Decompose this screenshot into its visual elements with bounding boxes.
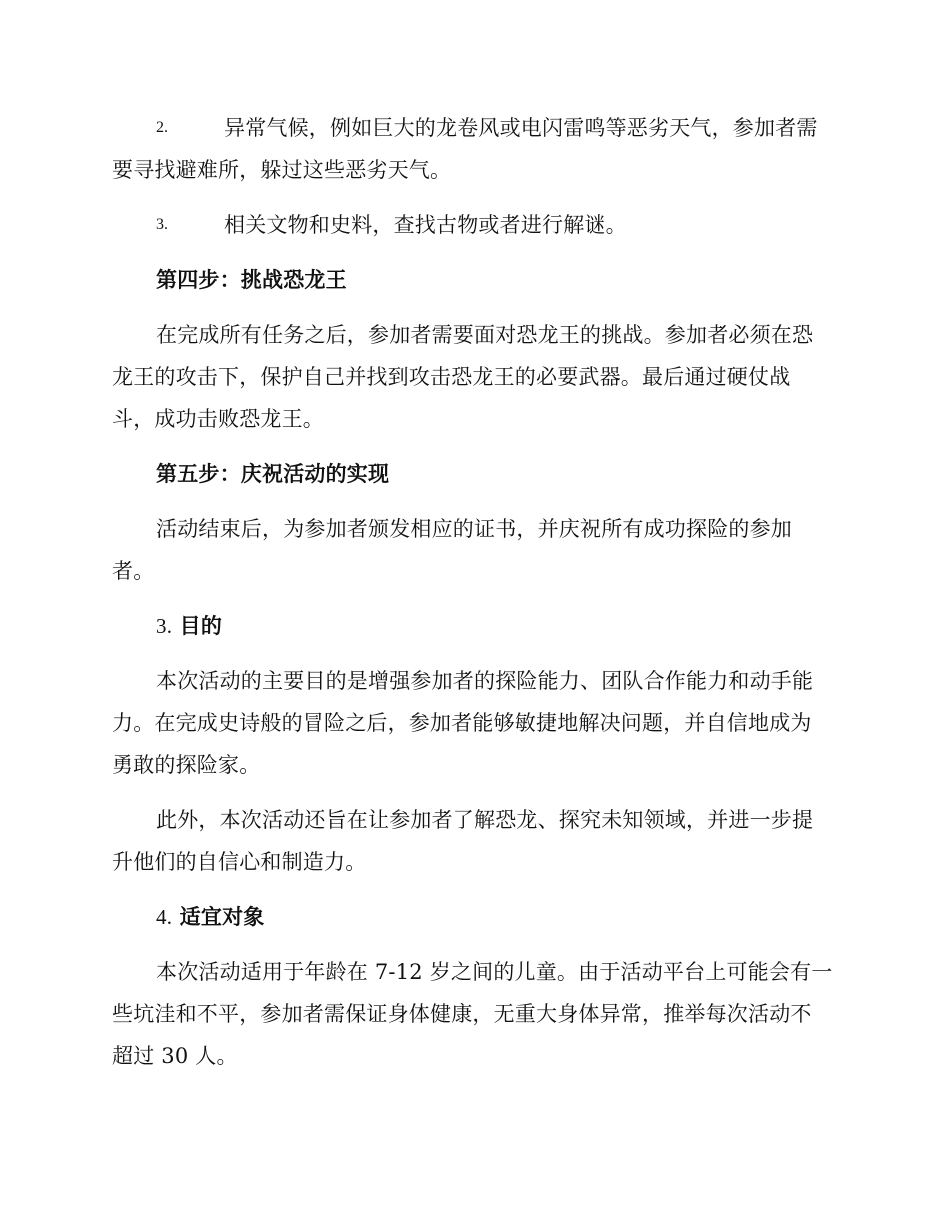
section4-paragraph-line: 超过 30 人。 [112,1044,238,1068]
section4-number: 4. [156,905,173,929]
section3-paragraph-line: 勇敢的探险家。 [112,753,261,777]
step5-heading: 第五步：庆祝活动的实现 [156,461,390,486]
section3-title: 目的 [179,613,223,638]
section3-paragraph-line: 本次活动的主要目的是增强参加者的探险能力、团队合作能力和动手能 [156,669,814,693]
step4-paragraph-line: 在完成所有任务之后，参加者需要面对恐龙王的挑战。参加者必须在恐 [156,323,814,347]
step4-paragraph-line: 龙王的攻击下，保护自己并找到攻击恐龙王的必要武器。最后通过硬仗战 [112,365,791,389]
section4-paragraph-line: 本次活动适用于年龄在 7-12 岁之间的儿童。由于活动平台上可能会有一 [156,960,833,984]
section4-title: 适宜对象 [179,904,265,929]
step5-paragraph-line: 者。 [112,559,155,583]
section3-paragraph-line: 力。在完成史诗般的冒险之后，参加者能够敏捷地解决问题，并自信地成为 [112,711,812,735]
section3-paragraph-line: 升他们的自信心和制造力。 [112,850,367,874]
section3-heading [156,611,838,641]
step4-paragraph-line: 斗，成功击败恐龙王。 [112,407,324,431]
section4-paragraph-line: 些坑洼和不平，参加者需保证身体健康，无重大身体异常，推举每次活动不 [112,1002,812,1026]
list-item-text: 异常气候，例如巨大的龙卷风或电闪雷鸣等恶劣天气，参加者需 [224,116,818,140]
section3-number: 3. [156,614,173,638]
section3-paragraph-line: 此外，本次活动还旨在让参加者了解恐龙、探究未知领域，并进一步提 [156,808,814,832]
step5-paragraph-line: 活动结束后，为参加者颁发相应的证书，并庆祝所有成功探险的参加 [156,517,792,541]
list-item-text-continued: 要寻找避难所，躲过这些恶劣天气。 [112,158,452,182]
list-item-number: 2. [156,119,168,136]
step4-heading: 第四步：挑战恐龙王 [156,267,347,292]
section4-heading [156,902,838,932]
list-item-number: 3. [156,216,168,233]
list-item-text: 相关文物和史料，查找古物或者进行解谜。 [224,213,627,237]
